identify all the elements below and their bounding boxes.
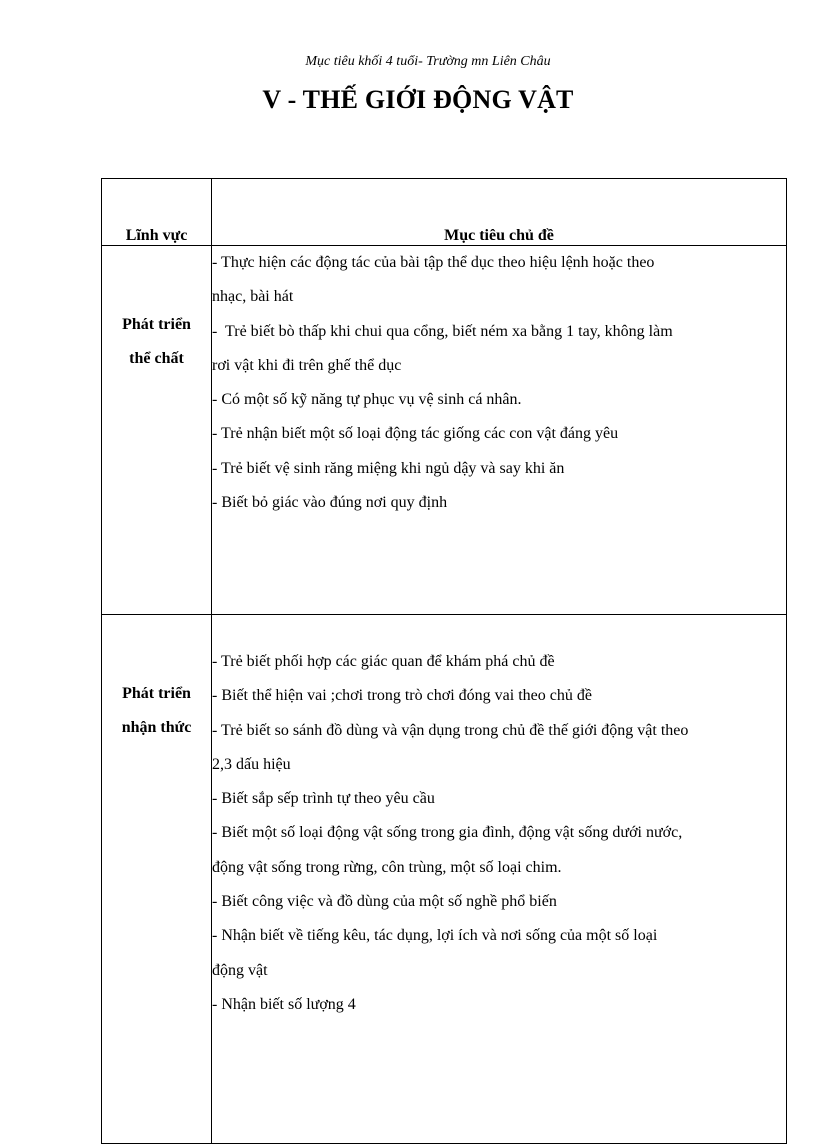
domain-label-line: thể chất <box>129 350 184 367</box>
goal-line: - Trẻ nhận biết một số loại động tác giống các con vật đáng yêu <box>212 425 619 443</box>
goal-line: - Biết bỏ giác vào đúng nơi quy định <box>212 494 448 512</box>
domain-label-line: Phát triển <box>122 316 191 333</box>
goal-line: - Biết thể hiện vai ;chơi trong trò chơi đóng vai theo chủ đề <box>212 687 592 705</box>
goal-line: - Nhận biết về tiếng kêu, tác dụng, lợi ích và nơi sống của một số loại <box>212 927 658 945</box>
goal-line: nhạc, bài hát <box>212 288 294 306</box>
table-header-row <box>102 179 787 246</box>
goal-line: - Trẻ biết phối hợp các giác quan để khám phá chủ đề <box>212 653 555 670</box>
document-subtitle: Mục tiêu khối 4 tuổi- Trường mn Liên Châu <box>305 54 551 69</box>
goal-line: 2,3 dấu hiệu <box>212 755 291 773</box>
domain-label-line: nhận thức <box>121 719 192 736</box>
domain-cell <box>102 246 212 615</box>
goal-line: động vật <box>212 961 268 979</box>
goal-line: - Thực hiện các động tác của bài tập thể dục theo hiệu lệnh hoặc theo <box>212 254 655 271</box>
domain-cell <box>102 615 212 1144</box>
goal-cell <box>212 246 787 615</box>
goal-line: - Trẻ biết so sánh đồ dùng và vận dụng trong chủ đề thế giới động vật theo <box>212 721 689 739</box>
domain-label-line: Phát triển <box>122 685 191 702</box>
goal-line: - Nhận biết số lượng 4 <box>212 995 356 1013</box>
goal-line: động vật sống trong rừng, côn trùng, một số loại chim. <box>212 858 562 876</box>
goal-line: - Có một số kỹ năng tự phục vụ vệ sinh cá nhân. <box>212 391 522 409</box>
table-row <box>102 246 787 615</box>
document-title: V - THẾ GIỚI ĐỘNG VẬT <box>262 85 574 114</box>
column-header-domain: Lĩnh vực <box>102 179 212 246</box>
column-header-goal: Mục tiêu chủ đề <box>212 179 787 246</box>
goal-cell <box>212 615 787 1144</box>
goals-table <box>101 178 787 1144</box>
goal-line: rơi vật khi đi trên ghế thể dục <box>212 356 402 374</box>
goal-line: - Biết một số loại động vật sống trong gia đình, động vật sống dưới nước, <box>212 824 683 842</box>
goal-line: - Biết sắp sếp trình tự theo yêu cầu <box>212 790 435 808</box>
goal-line: - Biết công việc và đồ dùng của một số nghề phổ biến <box>212 893 557 911</box>
goal-line: - Trẻ biết bò thấp khi chui qua cổng, biết ném xa bằng 1 tay, không làm <box>212 322 673 340</box>
goal-line: - Trẻ biết vệ sinh răng miệng khi ngủ dậy và say khi ăn <box>212 459 565 477</box>
table-row <box>102 615 787 1144</box>
